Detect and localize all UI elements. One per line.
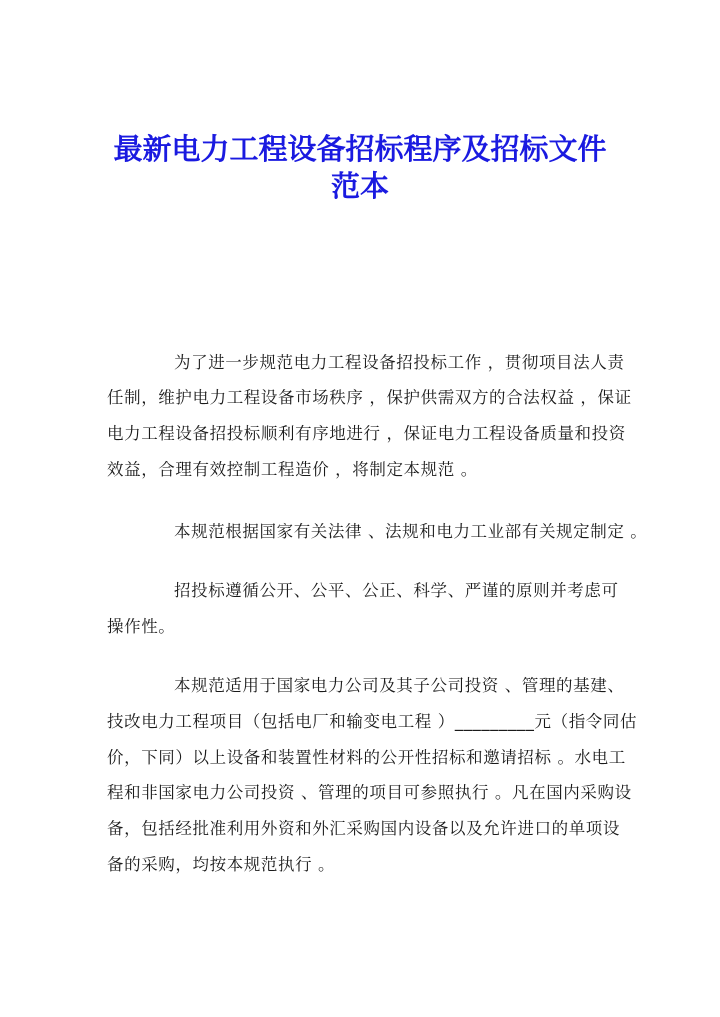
paragraph-4-line-6: 备的采购，均按本规范执行 。 bbox=[107, 855, 336, 874]
paragraph-4-line-5: 备，包括经批准利用外资和外汇采购国内设备以及允许进口的单项设 bbox=[107, 819, 620, 838]
paragraph-1-line-3: 电力工程设备招投标顺利有序地进行 ，保证电力工程设备质量和投资 bbox=[107, 424, 626, 443]
paragraph-1-line-4: 效益，合理有效控制工程造价 ，将制定本规范 。 bbox=[107, 460, 478, 479]
paragraph-1-line-1: 为了进一步规范电力工程设备招投标工作 ，贯彻项目法人责 bbox=[174, 353, 625, 372]
paragraph-2-line-1: 本规范根据国家有关法律 、法规和电力工业部有关规定制定 。 bbox=[174, 522, 648, 541]
document-title-line-1: 最新电力工程设备招标程序及招标文件 bbox=[113, 132, 607, 166]
paragraph-3-line-1: 招投标遵循公开、公平、公正、科学、严谨的原则并考虑可 bbox=[174, 581, 619, 600]
paragraph-4-line-4: 程和非国家电力公司投资 、管理的项目可参照执行 。凡在国内采购设 bbox=[107, 783, 632, 802]
paragraph-1-line-2: 任制，维护电力工程设备市场秩序 ，保护供需双方的合法权益 ，保证 bbox=[107, 388, 632, 407]
document-title-line-2: 范本 bbox=[330, 169, 389, 203]
paragraph-4-line-2: 技改电力工程项目（包括电厂和输变电工程 ）_________元（指令同估 bbox=[107, 712, 638, 731]
paragraph-4-line-1: 本规范适用于国家电力公司及其子公司投资 、管理的基建、 bbox=[174, 676, 625, 695]
paragraph-4-line-3: 价，下同）以上设备和装置性材料的公开性招标和邀请招标 。水电工 bbox=[107, 748, 626, 767]
paragraph-3-line-2: 操作性。 bbox=[107, 617, 176, 636]
